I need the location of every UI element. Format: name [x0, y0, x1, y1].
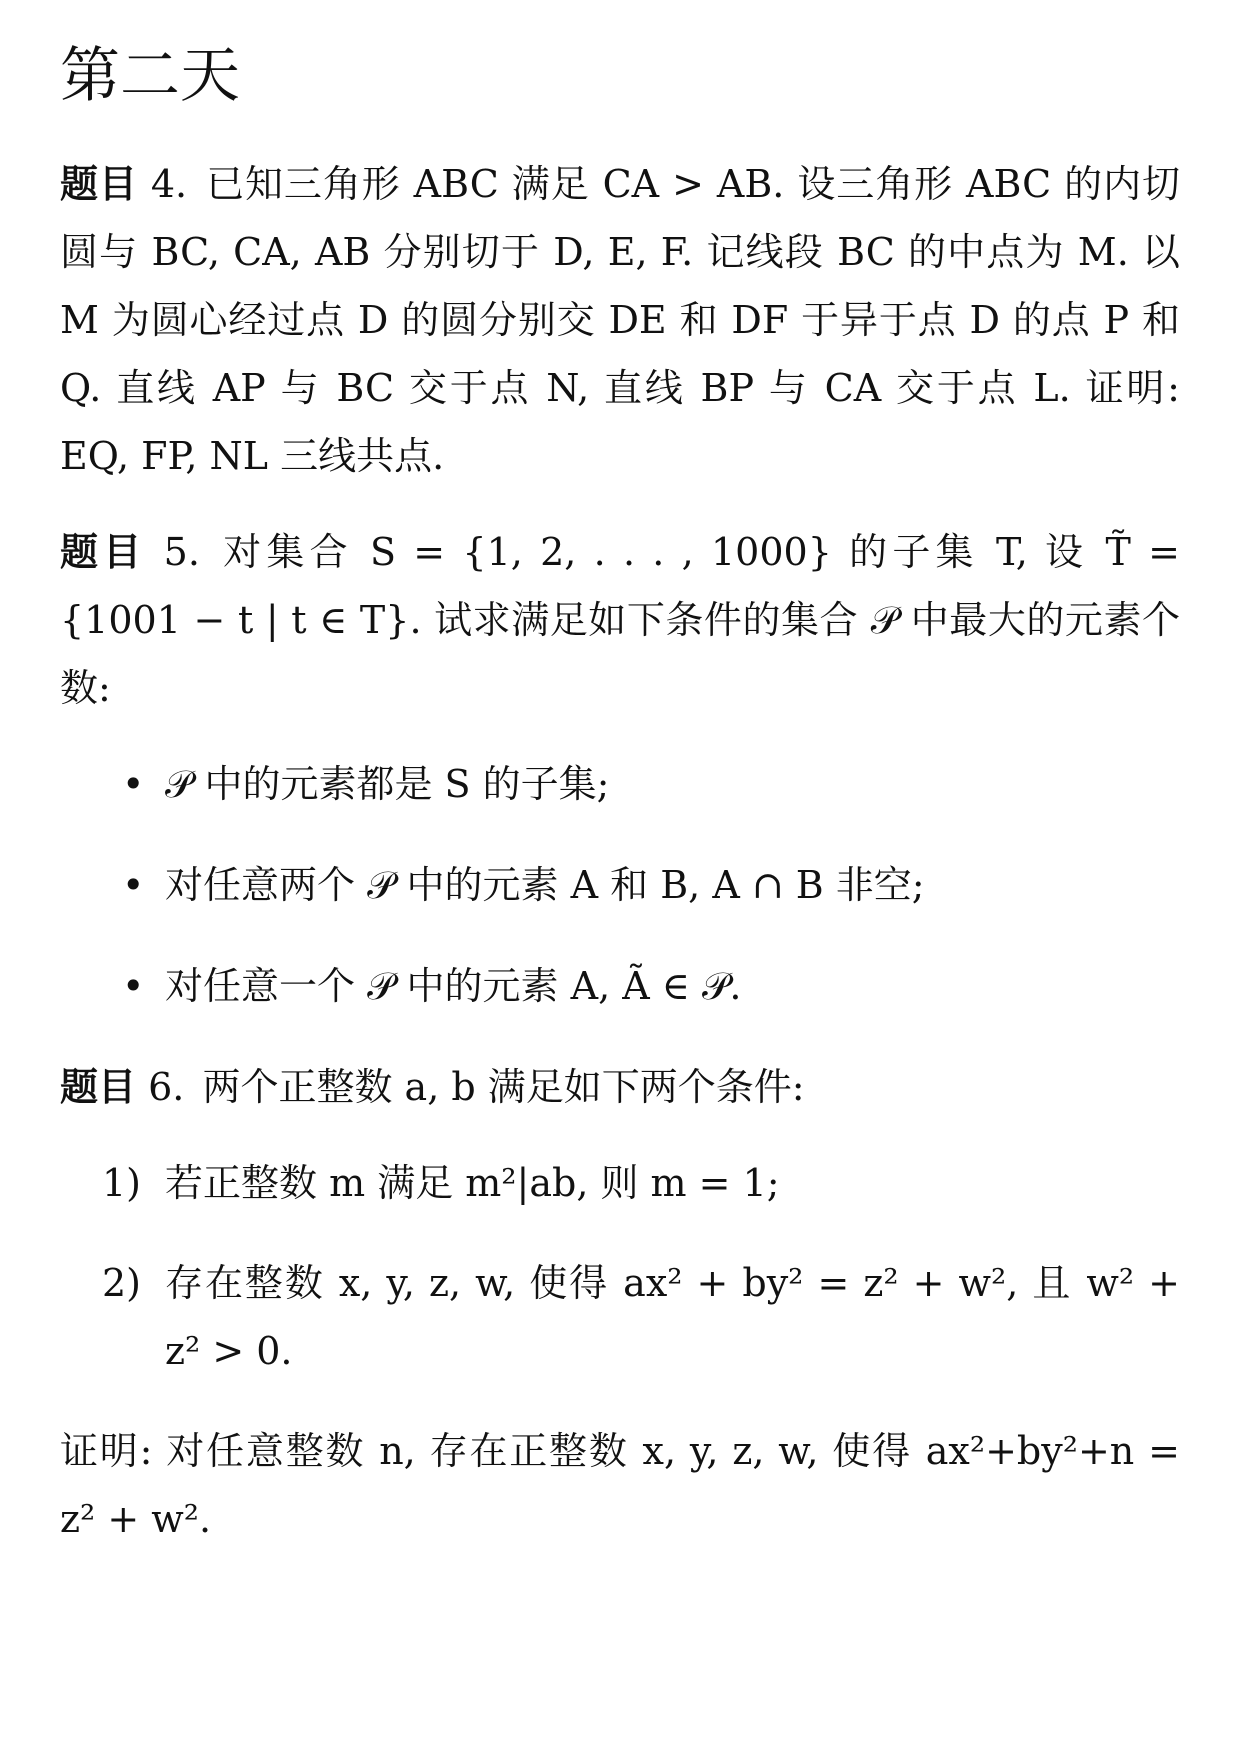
list-index: 2) — [102, 1261, 142, 1305]
list-item-text: 若正整数 m 满足 m²|ab, 则 m = 1; — [165, 1161, 780, 1205]
list-index: 1) — [102, 1161, 142, 1205]
list-item-text: 对任意一个 𝒫 中的元素 A, Ã ∈ 𝒫. — [165, 964, 742, 1008]
problem-label: 题目 — [60, 1065, 137, 1109]
condition-list — [60, 750, 1180, 1020]
problem-number: 5. — [163, 530, 200, 574]
list-item — [60, 750, 1180, 818]
bullet-icon: • — [122, 964, 145, 1008]
problem-label: 题目 — [60, 530, 147, 574]
problem-text: 对集合 S = {1, 2, . . . , 1000} 的子集 T, 设 T̃ = {1001 − t | t ∈ T}. 试求满足如下条件的集合 𝒫 中最大的元素个数: — [60, 530, 1180, 710]
list-item — [60, 1149, 1180, 1217]
problem-text: 已知三角形 ABC 满足 CA > AB. 设三角形 ABC 的内切圆与 BC, CA, AB 分别切于 D, E, F. 记线段 BC 的中点为 M. 以 M 为圆心经过点 D 的圆分别交 DE 和 DF 于异于点 D 的点 P 和 Q. 直线 AP 与 BC 交于点 N, 直线 BP 与 CA 交于点 L. 证明: EQ, FP, NL 三线共点. — [60, 162, 1180, 478]
problem-4 — [60, 150, 1180, 490]
problem-label: 题目 — [60, 162, 138, 206]
page-title: 第二天 — [60, 41, 240, 111]
bullet-icon: • — [122, 863, 145, 907]
problem-6 — [60, 1053, 1180, 1121]
problem-text: 两个正整数 a, b 满足如下两个条件: — [202, 1065, 805, 1109]
problem-number: 4. — [150, 162, 188, 206]
list-item — [60, 851, 1180, 919]
document-page — [60, 40, 1180, 1553]
list-item-text: 存在整数 x, y, z, w, 使得 ax² + by² = z² + w², 且 w² + z² > 0. — [165, 1261, 1180, 1373]
numbered-condition-list — [60, 1149, 1180, 1385]
list-item — [60, 952, 1180, 1020]
bullet-icon: • — [122, 762, 145, 806]
list-item-text: 𝒫 中的元素都是 S 的子集; — [165, 762, 610, 806]
list-item-text: 对任意两个 𝒫 中的元素 A 和 B, A ∩ B 非空; — [165, 863, 925, 907]
problem-number: 6. — [148, 1065, 185, 1109]
proof-statement: 证明: 对任意整数 n, 存在正整数 x, y, z, w, 使得 ax²+by²+n = z² + w². — [60, 1429, 1180, 1541]
problem-5 — [60, 518, 1180, 722]
list-item — [60, 1249, 1180, 1385]
